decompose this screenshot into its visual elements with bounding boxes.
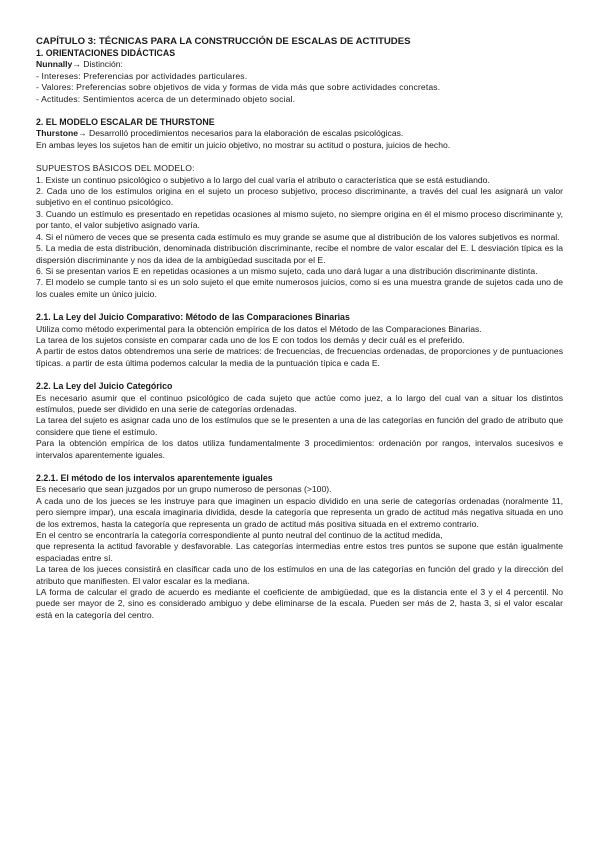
paragraph: Para la obtención empírica de los datos utiliza fundamentalmente 3 procedimientos: ordenación por rangos, intervalos sucesivos e intervalos aparentemente iguales. bbox=[36, 438, 563, 460]
assumption-item: 3. Cuando un estímulo es presentado en repetidas ocasiones al mismo sujeto, no siempre origina en él el mismo proceso discriminante y, por tanto, el valor subjetivo asignado varía. bbox=[36, 208, 563, 231]
section-heading-equal-intervals: 2.2.1. El método de los intervalos aparentemente iguales bbox=[36, 473, 273, 483]
paragraph: Es necesario que sean juzgados por un grupo numeroso de personas (>100). bbox=[36, 484, 332, 495]
assumptions-title: SUPUESTOS BÁSICOS DEL MODELO: bbox=[36, 163, 195, 174]
section-heading-comparative-law: 2.1. La Ley del Juicio Comparativo: Método de las Comparaciones Binarias bbox=[36, 312, 350, 323]
thurstone-description: → Desarrolló procedimientos necesarios para la elaboración de escalas psicológicas. bbox=[78, 128, 404, 139]
paragraph: La tarea de los sujetos consiste en comparar cada uno de los E con todos los demás y decir cuál es el preferido. bbox=[36, 334, 465, 345]
assumption-item: 1. Existe un continuo psicológico o subjetivo a lo largo del cual varía el atributo o característica que se está estudiando. bbox=[36, 174, 490, 185]
thurstone-line bbox=[36, 128, 563, 139]
paragraph: La tarea del sujeto es asignar cada uno de los estímulos que se le presenten a una de las categorías en función del grado de atributo que considere que tiene el estímulo. bbox=[36, 415, 563, 437]
paragraph: Utiliza como método experimental para la obtención empírica de los datos el Método de las Comparaciones Binarias. bbox=[36, 323, 482, 334]
paragraph: En el centro se encontraría la categoría correspondiente al punto neutral del continuo de la actitud medida, bbox=[36, 530, 443, 541]
assumption-item: 7. El modelo se cumple tanto si es un solo sujeto el que emite numerosos juicios, como si es una muestra grande de sujetos cada uno de los cuales emite un único juicio. bbox=[36, 277, 563, 299]
list-item: - Actitudes: Sentimientos acerca de un determinado objeto social. bbox=[36, 93, 296, 104]
list-item: - Valores: Preferencias sobre objetivos de vida y formas de vida más que sobre actividades concretas. bbox=[36, 82, 441, 93]
both-laws-text: En ambas leyes los sujetos han de emitir un juicio objetivo, no mostrar su actitud o postura, juicios de hecho. bbox=[36, 139, 451, 150]
section-heading-orientaciones: 1. ORIENTACIONES DIDÁCTICAS bbox=[36, 48, 176, 58]
section-heading-categorical-law: 2.2. La Ley del Juicio Categórico bbox=[36, 381, 173, 392]
assumption-item: 5. La media de esta distribución, denominada distribución discriminante, recibe el nombre de valor escalar del E. L desviación típica es la dispersión discriminante y nos da idea de la ambigüedad suscitada por el E. bbox=[36, 243, 563, 265]
assumption-item: 6. Si se presentan varios E en repetidas ocasiones a un mismo sujeto, cada uno dará lugar a una distribución discriminante distinta. bbox=[36, 265, 538, 276]
chapter-title: CAPÍTULO 3: TÉCNICAS PARA LA CONSTRUCCIÓN DE ESCALAS DE ACTITUDES bbox=[36, 36, 411, 47]
paragraph: LA forma de calcular el grado de acuerdo es mediante el coeficiente de ambigüedad, que es la distancia ente el 3 y el 4 percentil. No puede ser mayor de 2, sino es considerado ambiguo y debe eliminarse de la escala. Pueden ser más de 2, hasta 3, si el valor escalar está en la categoría del centro. bbox=[36, 587, 563, 620]
paragraph: A partir de estos datos obtendremos una serie de matrices: de frecuencias, de frecuencias ordenadas, de proporciones y de puntuaciones típicas. a partir de esta última podemos calcular la media de la puntuación típica e cada E. bbox=[36, 346, 563, 368]
list-item: - Intereses: Preferencias por actividades particulares. bbox=[36, 70, 248, 81]
section-heading-thurstone: 2. EL MODELO ESCALAR DE THURSTONE bbox=[36, 117, 215, 128]
paragraph: que representa la actitud favorable y desfavorable. Las categorías intermedias entre estos tres puntos se supone que están igualmente espaciadas entre sí. bbox=[36, 541, 563, 563]
paragraph: A cada uno de los jueces se les instruye para que imaginen un espacio dividido en una serie de categorías ordenadas (noralmente 11, pero siempre impar), una escala imaginaria dividida, desde la categoría que representa un grado de actitud más negativa situada en uno de los extremos, hasta la categoría que representa un grado de actitud más positiva situada en el extremo contrario. bbox=[36, 495, 563, 529]
assumption-item: 2. Cada uno de los estímulos origina en el sujeto un proceso subjetivo, proceso discriminante, a través del cual les asignará un valor subjetivo en el continuo psicológico. bbox=[36, 186, 563, 208]
nunnally-distinction: → Distinción: bbox=[72, 59, 123, 70]
nunnally-name: Nunnally bbox=[36, 59, 73, 70]
thurstone-name: Thurstone bbox=[36, 128, 79, 139]
paragraph: La tarea de los jueces consistirá en clasificar cada uno de los estímulos en una de las categorías en función del grado y la dirección del atributo que manifiesten. El valor escalar es la mediana. bbox=[36, 564, 563, 586]
nunnally-line bbox=[36, 59, 563, 70]
assumption-item: 4. Si el número de veces que se presenta cada estímulo es muy grande se asume que al distribución de los valores subjetivos es normal. bbox=[36, 231, 560, 242]
paragraph: Es necesario asumir que el continuo psicológico de cada sujeto que actúe como juez, a lo largo del cual van a situar los distintos estímulos, puede ser dividido en una serie de categorías ordenadas. bbox=[36, 392, 563, 414]
